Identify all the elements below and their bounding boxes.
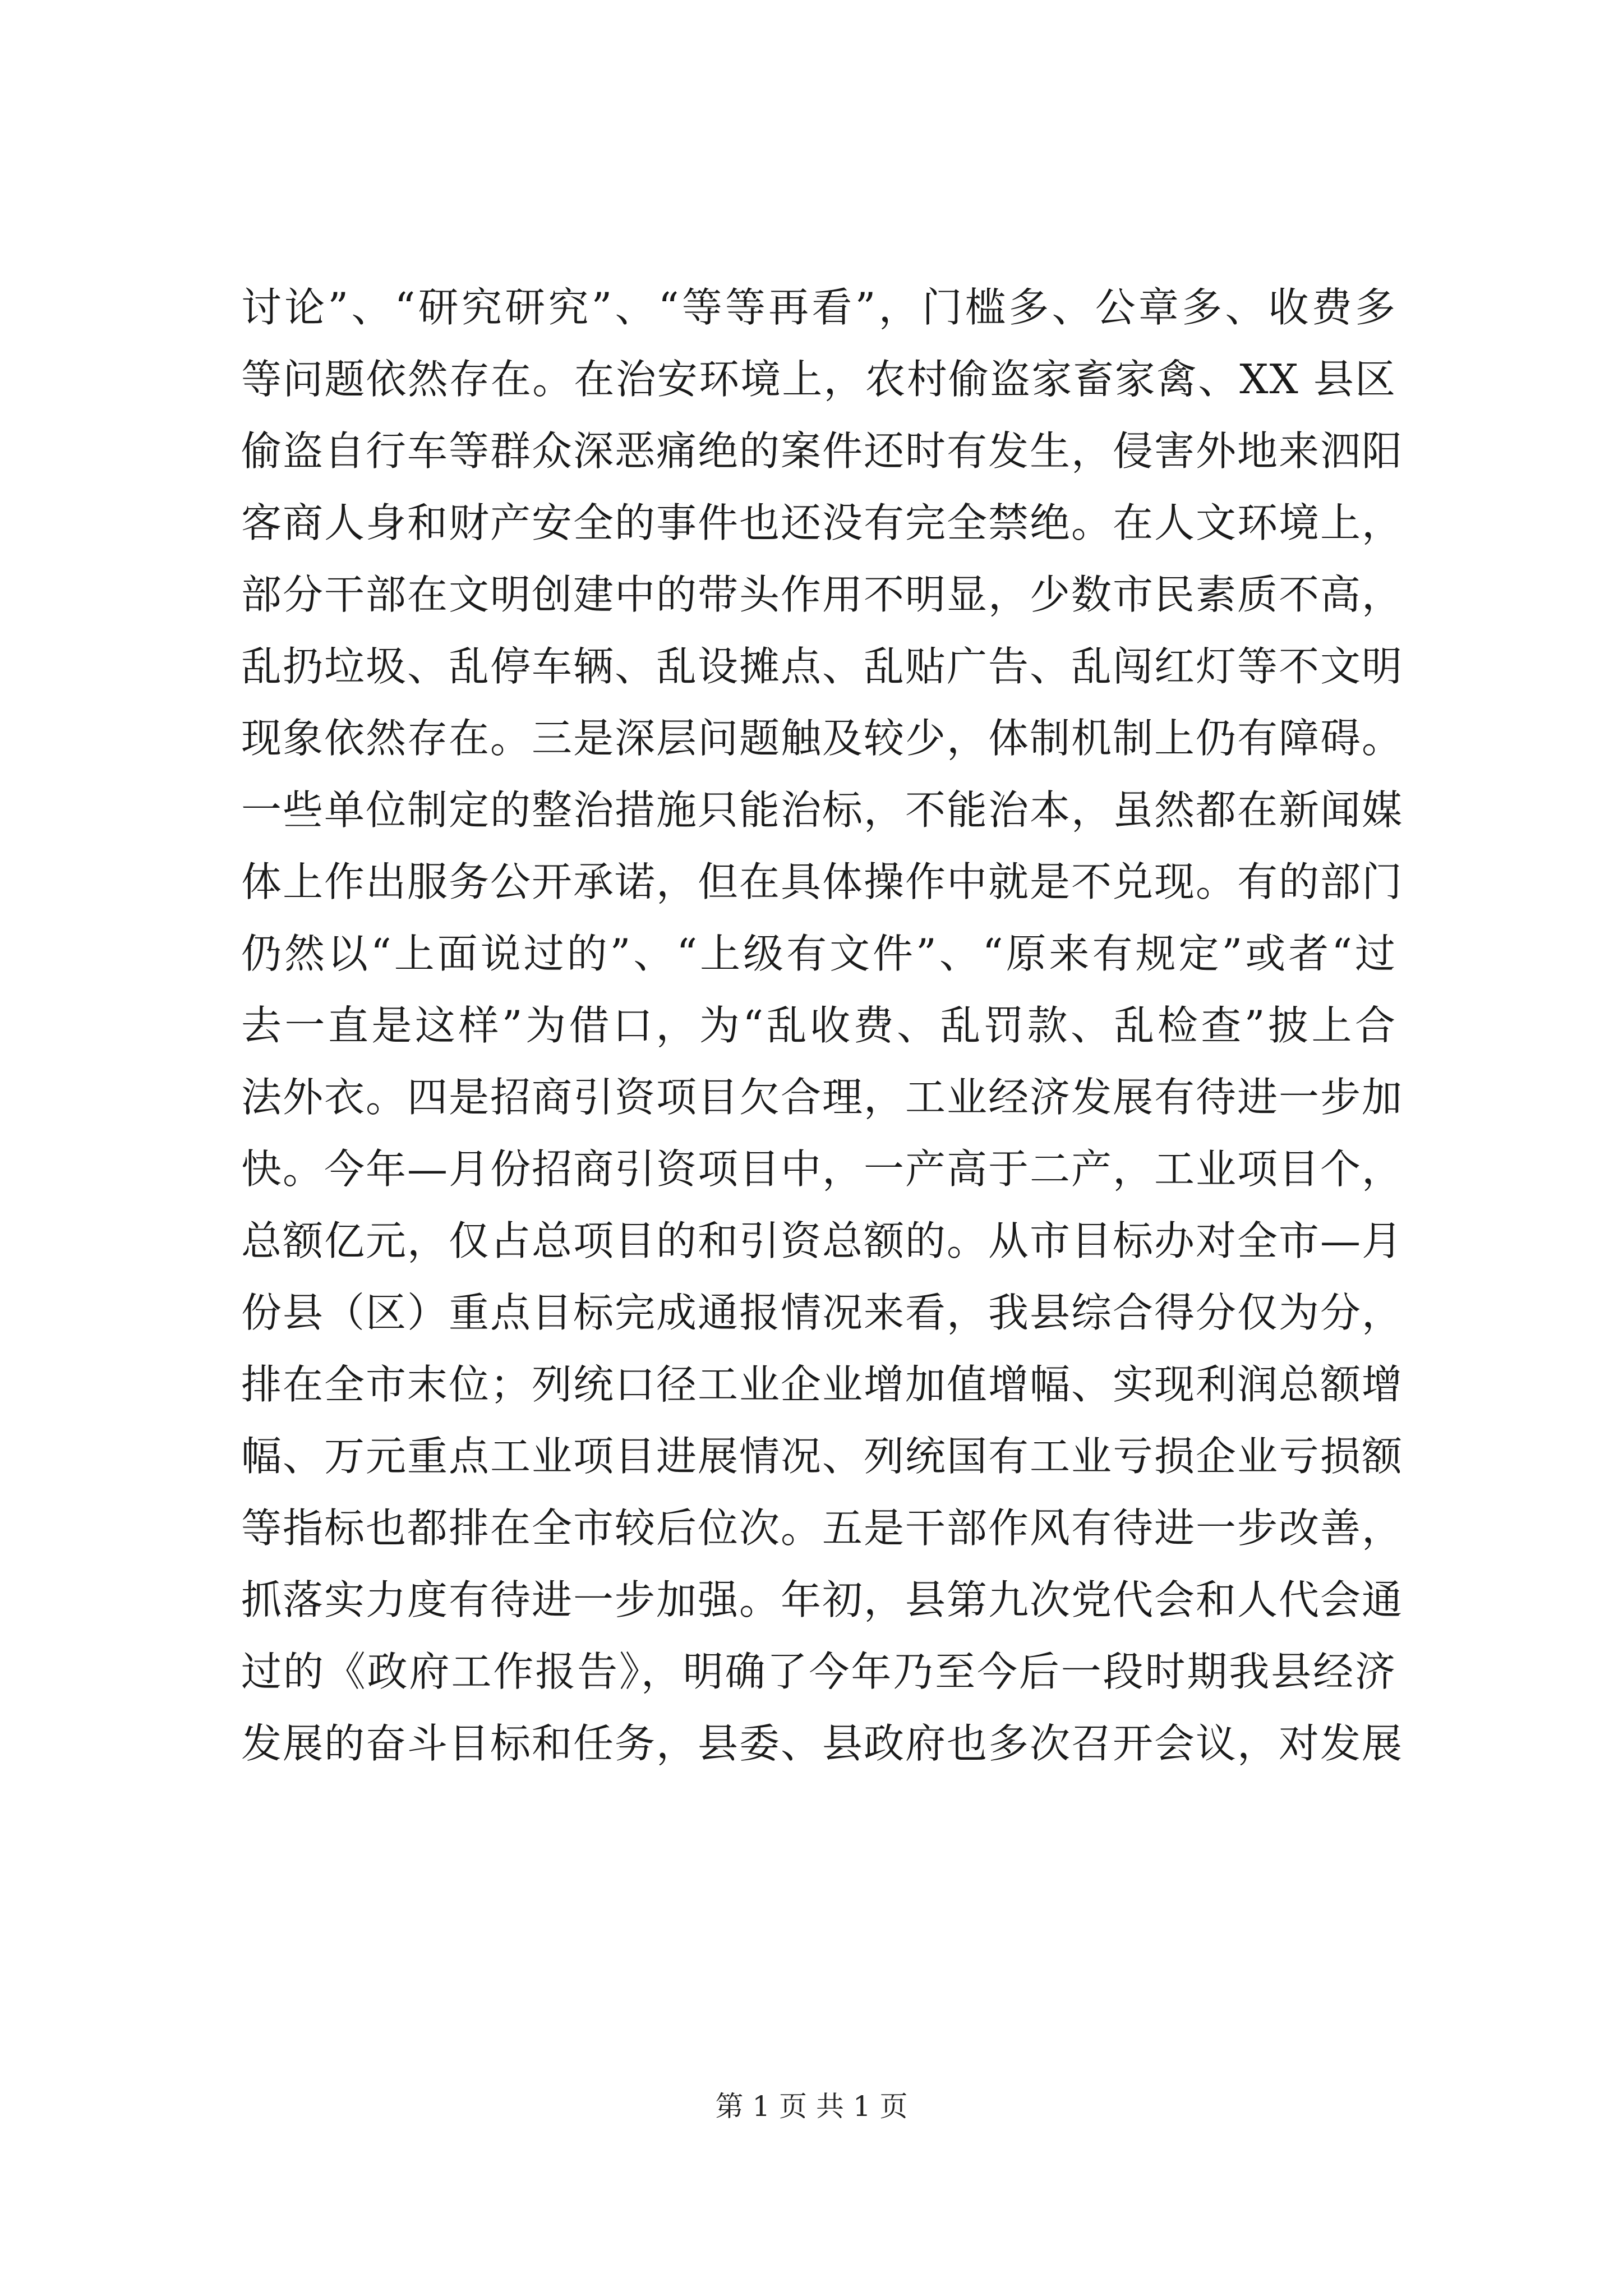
text-line: 份县（区）重点目标完成通报情况来看，我县综合得分仅为分， (241, 1289, 1404, 1336)
text-line: 体上作出服务公开承诺，但在具体操作中就是不兑现。有的部门 (241, 858, 1404, 905)
text-line: 去一直是这样”为借口，为“乱收费、乱罚款、乱检查”披上合 (241, 1002, 1396, 1049)
text-line: 乱扔垃圾、乱停车辆、乱设摊点、乱贴广告、乱闯红灯等不文明 (241, 643, 1404, 690)
text-line: 发展的奋斗目标和任务，县委、县政府也多次召开会议，对发展 (241, 1720, 1404, 1767)
page-footer (0, 2087, 1623, 2126)
text-line: 讨论”、“研究研究”、“等等再看”，门槛多、公章多、收费多 (241, 284, 1396, 331)
text-line: 快。今年—月份招商引资项目中，一产高于二产，工业项目个， (241, 1145, 1404, 1193)
text-line: 排在全市末位；列统口径工业企业增加值增幅、实现利润总额增 (241, 1361, 1404, 1408)
text-line: 部分干部在文明创建中的带头作用不明显，少数市民素质不高， (241, 571, 1404, 618)
text-line: 法外衣。四是招商引资项目欠合理，工业经济发展有待进一步加 (241, 1074, 1404, 1121)
text-line: 一些单位制定的整治措施只能治标，不能治本，虽然都在新闻媒 (241, 786, 1404, 834)
text-line: 过的《政府工作报告》，明确了今年乃至今后一段时期我县经济 (241, 1648, 1396, 1695)
page-number-label: 第 1 页 共 1 页 (715, 2090, 908, 2123)
text-line: 等问题依然存在。在治安环境上，农村偷盗家畜家禽、XX 县区 (241, 356, 1396, 403)
text-line: 偷盗自行车等群众深恶痛绝的案件还时有发生，侵害外地来泗阳 (241, 427, 1404, 475)
text-line: 仍然以“上面说过的”、“上级有文件”、“原来有规定”或者“过 (241, 930, 1396, 977)
text-line: 等指标也都排在全市较后位次。五是干部作风有待进一步改善， (241, 1504, 1404, 1552)
text-line: 总额亿元，仅占总项目的和引资总额的。从市目标办对全市—月 (241, 1217, 1404, 1264)
body-text (241, 272, 1404, 1779)
text-line: 幅、万元重点工业项目进展情况、列统国有工业亏损企业亏损额 (241, 1433, 1404, 1480)
text-line: 抓落实力度有待进一步加强。年初，县第九次党代会和人代会通 (241, 1576, 1404, 1623)
text-line: 客商人身和财产安全的事件也还没有完全禁绝。在人文环境上， (241, 499, 1404, 546)
text-line: 现象依然存在。三是深层问题触及较少，体制机制上仍有障碍。 (241, 715, 1404, 762)
